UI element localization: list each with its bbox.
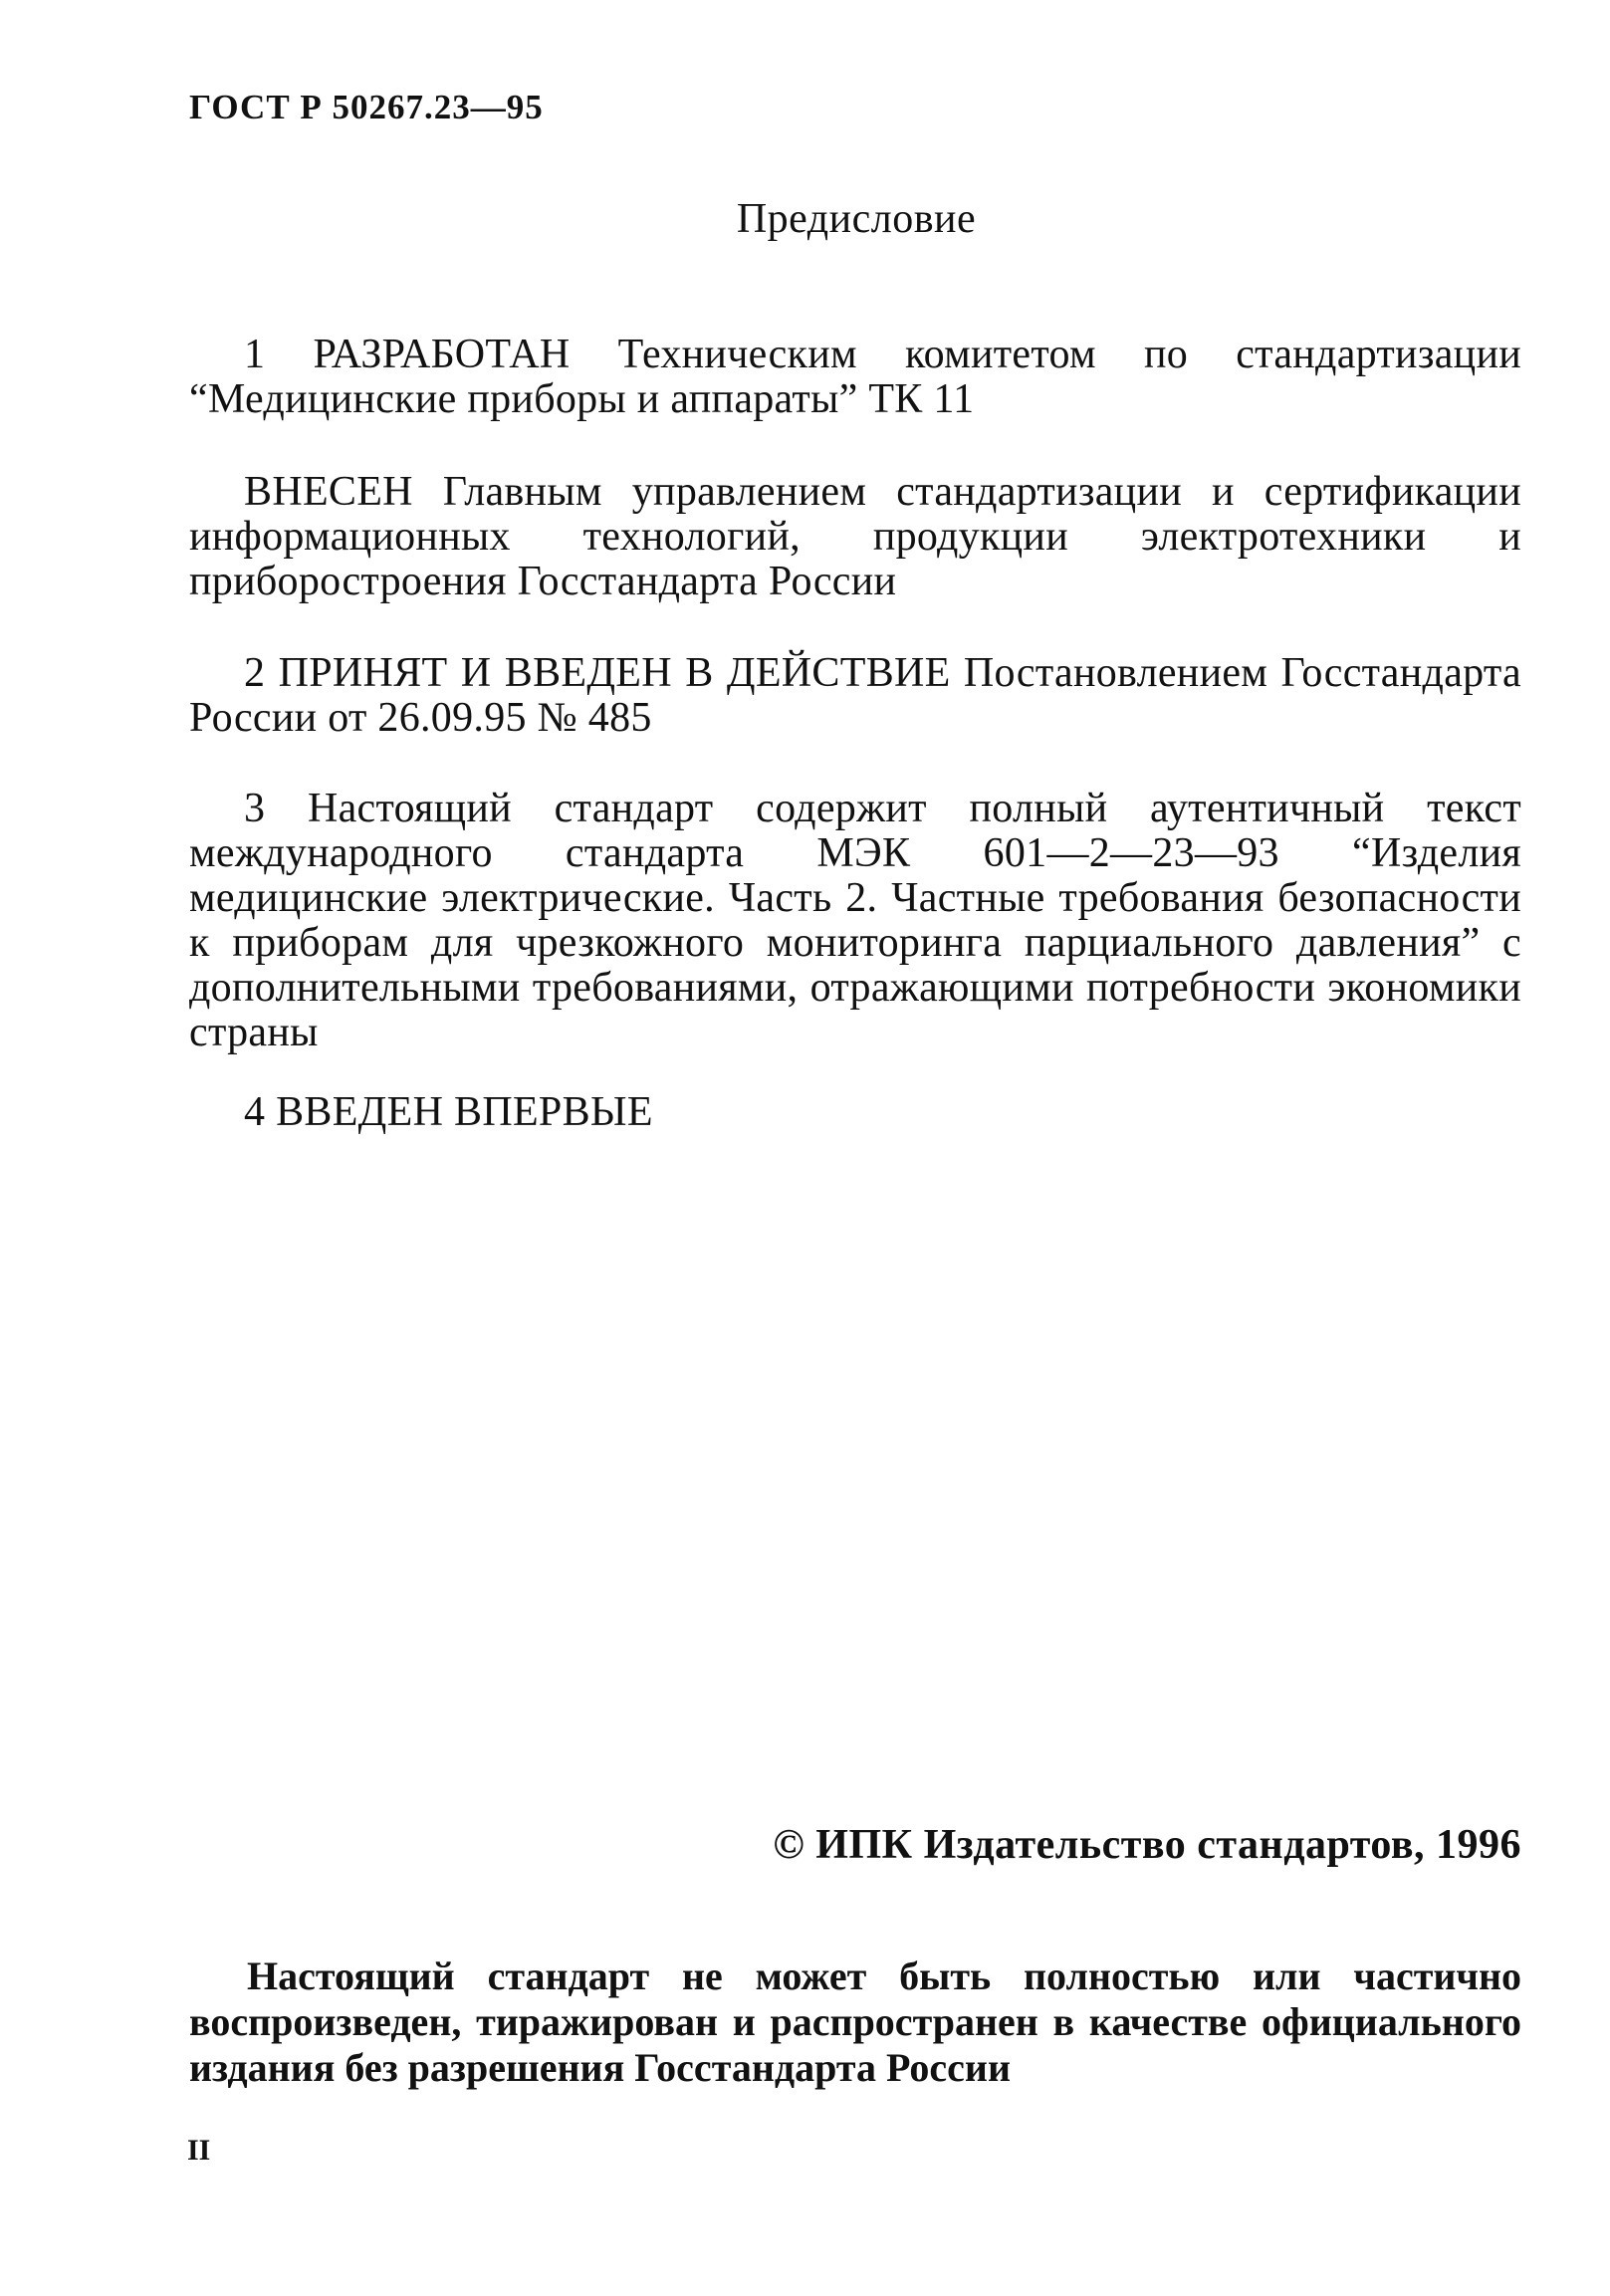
document-code-header: ГОСТ Р 50267.23—95 — [189, 88, 544, 126]
preface-title: Предисловие — [736, 196, 977, 242]
preface-item-submitted: ВНЕСЕН Главным управлением стандартизации и сертификации информационных технологий, продукции электротехники и приборостроения Госстандарта России — [189, 469, 1521, 604]
preface-item-developed: 1 РАЗРАБОТАН Техническим комитетом по стандартизации “Медицинские приборы и аппараты” ТК 11 — [189, 332, 1521, 422]
preface-item-adopted: 2 ПРИНЯТ И ВВЕДЕН В ДЕЙСТВИЕ Постановлением Госстандарта России от 26.09.95 № 485 — [189, 650, 1521, 741]
copyright-line: © ИПК Издательство стандартов, 1996 — [773, 1822, 1521, 1868]
preface-item-content: 3 Настоящий стандарт содержит полный аутентичный текст международного стандарта МЭК 601—2—23—93 “Изделия медицинские электрические. Часть 2. Частные требования безопасности к приборам для чрезкожного мониторинга парциального давления” с дополнительными требованиями, отражающими потребности экономики страны — [189, 786, 1521, 1055]
reproduction-notice: Настоящий стандарт не может быть полностью или частично воспроизведен, тиражирован и распространен в качестве официального издания без разрешения Госстандарта России — [189, 1953, 1521, 2090]
preface-item-introduced: 4 ВВЕДЕН ВПЕРВЫЕ — [244, 1089, 653, 1135]
page-number: II — [187, 2134, 211, 2167]
